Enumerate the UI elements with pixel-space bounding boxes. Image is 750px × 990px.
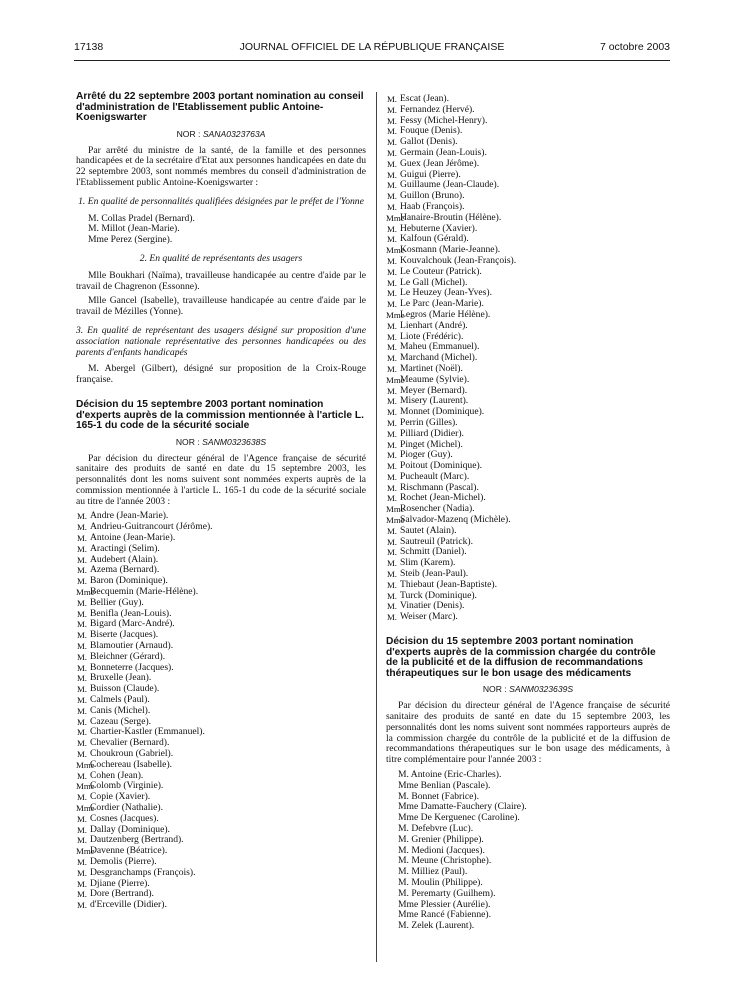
expert-name: Bonneterre (Jacques). <box>90 661 174 673</box>
expert-civility: Mme <box>76 803 95 813</box>
expert-name: Aractingi (Selim). <box>90 542 160 554</box>
decision2-title: Décision du 15 septembre 2003 portant nomination d'experts auprès de la commission chargée du contrôle de la publicité et de la diffusion de recommandations thérapeutiques sur le bon usage des médicaments <box>386 636 656 679</box>
expert-name: Sautet (Alain). <box>400 524 457 536</box>
right-column <box>386 94 670 932</box>
expert-name: Le Heuzey (Jean-Yves). <box>400 287 492 299</box>
expert-name: Marchand (Michel). <box>400 352 478 364</box>
expert-name: Buisson (Claude). <box>90 683 160 695</box>
expert-civility: M. <box>76 770 87 781</box>
expert-civility: M. <box>76 673 87 684</box>
expert-civility: M. <box>386 169 397 180</box>
expert-name: Rochet (Jean-Michel). <box>400 492 486 504</box>
expert-civility: M. <box>386 558 397 569</box>
list-item: M. Milliez (Paul). <box>398 866 468 878</box>
expert-civility: M. <box>76 619 87 630</box>
expert-civility: M. <box>76 716 87 727</box>
expert-civility: M. <box>386 104 397 115</box>
expert-civility: M. <box>386 255 397 266</box>
arrete1-section2-p2: Mlle Gancel (Isabelle), travailleuse handicapée au centre d'aide par le travail de Mézilles (Yonne). <box>76 295 366 318</box>
expert-name: Choukroun (Gabriel). <box>90 748 174 760</box>
expert-name: Rischmann (Pascal). <box>400 481 479 493</box>
expert-name: Pucheault (Marc). <box>400 470 470 482</box>
decision1-nor-label: NOR : <box>175 436 203 447</box>
expert-civility: M. <box>386 407 397 418</box>
decision1-experts-list-part2 <box>386 94 670 623</box>
expert-civility: M. <box>386 363 397 374</box>
expert-name: Weiser (Marc). <box>400 611 458 623</box>
list-item: Mme Perez (Sergine). <box>88 234 173 246</box>
expert-civility: M. <box>76 889 87 900</box>
expert-civility: M. <box>386 396 397 407</box>
expert-item <box>386 429 670 440</box>
expert-name: Hebuterne (Xavier). <box>400 222 478 234</box>
expert-civility: M. <box>386 461 397 472</box>
expert-name: Meyer (Bernard). <box>400 384 468 396</box>
expert-civility: M. <box>386 158 397 169</box>
spacer <box>386 623 670 637</box>
expert-civility: M. <box>76 533 87 544</box>
arrete1-section2-title: 2. En qualité de représentants des usagers <box>139 252 303 264</box>
expert-civility: M. <box>386 201 397 212</box>
expert-name: Steib (Jean-Paul). <box>400 568 469 580</box>
expert-civility: M. <box>386 223 397 234</box>
expert-name: Dautzenberg (Bertrand). <box>90 834 184 846</box>
expert-name: Guillon (Bruno). <box>400 190 465 202</box>
expert-item <box>76 868 366 879</box>
expert-name: Le Gall (Michel). <box>400 276 468 288</box>
expert-name: Benifla (Jean-Louis). <box>90 607 172 619</box>
expert-civility: M. <box>386 320 397 331</box>
expert-civility: M. <box>76 543 87 554</box>
expert-name: Dore (Bertrand). <box>90 888 154 900</box>
expert-name: Calmels (Paul). <box>90 694 150 706</box>
column-divider <box>376 92 377 962</box>
expert-name: Azema (Bernard). <box>90 564 160 576</box>
list-item: M. Medioni (Jacques). <box>398 844 485 856</box>
expert-item <box>386 321 670 332</box>
list-item: M. Meune (Christophe). <box>398 855 492 867</box>
expert-civility: Mme <box>386 515 405 526</box>
expert-name: Pioger (Guy). <box>400 449 453 461</box>
expert-name: Pinget (Michel). <box>400 438 463 450</box>
expert-name: Haab (François). <box>400 200 465 212</box>
expert-name: Pilliard (Didier). <box>400 427 464 439</box>
expert-civility: M. <box>386 331 397 342</box>
expert-item <box>76 814 366 825</box>
expert-civility: M. <box>386 590 397 601</box>
expert-name: Demolis (Pierre). <box>90 855 157 867</box>
decision1-nor <box>76 437 366 448</box>
arrete1-nor <box>76 129 366 140</box>
expert-name: Kouvalchouk (Jean-François). <box>400 254 517 266</box>
expert-civility: Mme <box>386 374 405 385</box>
expert-name: Chartier-Kastler (Emmanuel). <box>90 726 205 738</box>
expert-civility: M. <box>76 576 87 587</box>
expert-civility: Mme <box>386 212 405 223</box>
arrete1-section2-p1: Mlle Boukhari (Naïma), travailleuse handicapée au centre d'aide par le travail de Chagrenon (Essonne). <box>76 269 366 292</box>
expert-name: Blamoutier (Arnaud). <box>90 640 174 652</box>
expert-name: Meaume (Sylvie). <box>400 373 470 385</box>
expert-civility: M. <box>386 234 397 245</box>
expert-civility: M. <box>386 579 397 590</box>
list-item: M. Millot (Jean-Marie). <box>88 223 180 235</box>
expert-civility: M. <box>386 612 397 623</box>
expert-name: Cosnes (Jacques). <box>90 812 159 824</box>
expert-civility: M. <box>76 641 87 652</box>
expert-civility: M. <box>386 126 397 137</box>
decision2-nor <box>386 684 670 695</box>
expert-civility: M. <box>76 835 87 846</box>
expert-civility: M. <box>76 792 87 803</box>
expert-name: Maheu (Emmanuel). <box>400 341 480 353</box>
expert-civility: M. <box>386 353 397 364</box>
expert-civility: M. <box>76 824 87 835</box>
decision2-rapporteurs-list <box>398 770 670 932</box>
expert-civility: M. <box>76 554 87 565</box>
list-item: M. Defebvre (Luc). <box>398 822 474 834</box>
expert-item <box>386 267 670 278</box>
expert-name: Chevalier (Bernard). <box>90 737 170 749</box>
expert-civility: M. <box>76 565 87 576</box>
expert-name: Schmitt (Daniel). <box>400 546 467 558</box>
expert-civility: Mme <box>386 245 405 256</box>
expert-name: Desgranchamps (François). <box>90 866 196 878</box>
expert-civility: M. <box>386 547 397 558</box>
expert-civility: Mme <box>76 587 95 598</box>
expert-name: Colomb (Virginie). <box>90 780 164 792</box>
expert-civility: M. <box>386 288 397 299</box>
expert-civility: M. <box>386 137 397 148</box>
decision1-intro: Par décision du directeur général de l'Agence française de sécurité sanitaire des produits de santé en date du 15 septembre 2003, les personnalités dont les noms suivent sont nommées experts auprès de la commission mentionnée à l'article L. 165-1 du code de la sécurité sociale au titre de l'année 2003 : <box>76 452 366 507</box>
decision1-nor-code: SANM0323638S <box>202 436 267 447</box>
expert-civility: M. <box>76 522 87 533</box>
expert-name: Hanaire-Broutin (Hélène). <box>400 211 502 223</box>
expert-civility: M. <box>76 651 87 662</box>
expert-name: Baron (Dominique). <box>90 575 168 587</box>
list-item: M. Zelek (Laurent). <box>398 920 475 932</box>
expert-civility: M. <box>386 471 397 482</box>
expert-civility: M. <box>386 342 397 353</box>
expert-civility: M. <box>386 266 397 277</box>
expert-name: Guigui (Pierre). <box>400 168 461 180</box>
expert-civility: M. <box>76 662 87 673</box>
expert-item <box>386 375 670 386</box>
expert-item <box>76 900 366 911</box>
expert-name: Turck (Dominique). <box>400 589 477 601</box>
expert-name: Guillaume (Jean-Claude). <box>400 179 500 191</box>
expert-civility: M. <box>76 511 87 522</box>
expert-civility: M. <box>76 684 87 695</box>
expert-civility: M. <box>386 439 397 450</box>
expert-name: Legros (Marie Hélène). <box>400 308 491 320</box>
expert-name: Canis (Michel). <box>90 704 151 716</box>
list-item: Mme De Kerguenec (Caroline). <box>398 812 520 824</box>
list-item: M. Antoine (Eric-Charles). <box>398 769 502 780</box>
expert-name: Monnet (Dominique). <box>400 406 485 418</box>
expert-civility: M. <box>76 705 87 716</box>
expert-civility: M. <box>76 630 87 641</box>
expert-name: Antoine (Jean-Marie). <box>90 532 176 544</box>
expert-civility: M. <box>76 727 87 738</box>
expert-name: Djiane (Pierre). <box>90 877 150 889</box>
expert-name: d'Erceville (Didier). <box>90 899 167 911</box>
expert-name: Audebert (Alain). <box>90 553 159 565</box>
expert-civility: M. <box>386 191 397 202</box>
arrete1-section3-p: M. Abergel (Gilbert), désigné sur proposition de la Croix-Rouge française. <box>76 363 366 386</box>
expert-name: Gallot (Denis). <box>400 136 458 148</box>
decision2-nor-code: SANM0323639S <box>509 684 574 695</box>
expert-name: Cazeau (Serge). <box>90 715 152 727</box>
list-item: M. Grenier (Philippe). <box>398 833 484 845</box>
expert-civility: M. <box>386 147 397 158</box>
arrete1-section1-list <box>88 214 366 246</box>
arrete1-nor-code: SANA0323763A <box>202 128 266 139</box>
expert-civility: M. <box>386 180 397 191</box>
list-item: M. Moulin (Philippe). <box>398 876 483 888</box>
expert-item <box>76 760 366 771</box>
expert-civility: M. <box>386 299 397 310</box>
page-header <box>74 41 670 57</box>
list-item: Mme Plessier (Aurélie). <box>398 898 491 910</box>
expert-civility: M. <box>76 597 87 608</box>
expert-name: Germain (Jean-Louis). <box>400 146 487 158</box>
list-item: M. Collas Pradel (Bernard). <box>88 212 195 224</box>
expert-name: Bigard (Marc-André). <box>90 618 175 630</box>
expert-name: Slim (Karem). <box>400 557 456 569</box>
expert-name: Rosencher (Nadia). <box>400 503 475 515</box>
expert-civility: M. <box>386 417 397 428</box>
expert-name: Kosmann (Marie-Jeanne). <box>400 244 501 256</box>
expert-item <box>386 105 670 116</box>
expert-name: Kalfoun (Gérald). <box>400 233 469 245</box>
expert-civility: M. <box>386 525 397 536</box>
expert-civility: M. <box>386 482 397 493</box>
issue-date: 7 octobre 2003 <box>599 41 670 53</box>
expert-civility: M. <box>76 695 87 706</box>
expert-civility: M. <box>76 608 87 619</box>
expert-name: Escat (Jean). <box>400 93 450 104</box>
expert-name: Lienhart (André). <box>400 319 468 331</box>
list-item: Mme Rancé (Fabienne). <box>398 909 491 921</box>
expert-name: Le Couteur (Patrick). <box>400 265 482 277</box>
expert-civility: M. <box>386 450 397 461</box>
expert-civility: M. <box>76 856 87 867</box>
expert-name: Biserte (Jacques). <box>90 629 159 641</box>
expert-civility: M. <box>76 900 87 911</box>
expert-name: Fernandez (Hervé). <box>400 103 475 115</box>
expert-name: Poitout (Dominique). <box>400 460 483 472</box>
list-item: Mme Damatte-Fauchery (Claire). <box>398 801 527 813</box>
expert-name: Le Parc (Jean-Marie). <box>400 298 484 310</box>
decision1-experts-list-part1 <box>76 511 366 910</box>
expert-name: Dallay (Dominique). <box>90 823 170 835</box>
expert-name: Cohen (Jean). <box>90 769 144 781</box>
expert-civility: M. <box>386 601 397 612</box>
expert-name: Cochereau (Isabelle). <box>90 758 173 770</box>
expert-name: Liote (Frédéric). <box>400 330 464 342</box>
expert-civility: M. <box>386 94 397 104</box>
expert-civility: M. <box>386 569 397 580</box>
page-number: 17138 <box>74 41 104 53</box>
expert-civility: Mme <box>76 846 95 857</box>
expert-name: Thiebaut (Jean-Baptiste). <box>400 578 497 590</box>
arrete1-section1-title: 1. En qualité de personnalités qualifiées désignées par le préfet de l'Yonne <box>78 195 364 207</box>
arrete1-nor-label: NOR : <box>176 128 203 139</box>
expert-civility: M. <box>386 493 397 504</box>
expert-civility: M. <box>76 738 87 749</box>
expert-civility: M. <box>386 428 397 439</box>
arrete1-intro: Par arrêté du ministre de la santé, de la famille et des personnes handicapées et de la secrétaire d'Etat aux personnes handicapées en date du 22 septembre 2003, sont nommés membres du conseil d'administration de l'Etablissement public Antoine-Koenigswarter : <box>76 144 366 188</box>
expert-name: Fouque (Denis). <box>400 125 463 137</box>
expert-civility: M. <box>386 115 397 126</box>
expert-civility: M. <box>386 277 397 288</box>
expert-civility: M. <box>76 867 87 878</box>
expert-civility: Mme <box>76 781 95 792</box>
left-column <box>76 92 366 911</box>
expert-name: Davenne (Béatrice). <box>90 845 168 857</box>
expert-name: Andrieu-Guitrancourt (Jérôme). <box>90 521 213 533</box>
decision1-title: Décision du 15 septembre 2003 portant nomination d'experts auprès de la commission mentionnée à l'article L. 165-1 du code de la sécurité sociale <box>76 398 364 432</box>
arrete1-section3-title: 3. En qualité de représentant des usagers désigné sur proposition d'une association nationale représentative des personnes handicapées ou des parents d'enfants handicapés <box>76 324 366 358</box>
list-item: M. Bonnet (Fabrice). <box>398 790 479 802</box>
expert-name: Copie (Xavier). <box>90 791 151 803</box>
expert-name: Bleichner (Gérard). <box>90 650 166 662</box>
decision2-intro: Par décision du directeur général de l'Agence française de sécurité sanitaire des produits de santé en date du 15 septembre 2003, les personnalités dont les noms suivent sont nommées rapporteurs auprès de la commission chargée du contrôle de la publicité et de la diffusion de recommandations thérapeutiques sur le bon usage des médicaments, à titre complémentaire pour l'année 2003 : <box>386 700 670 766</box>
expert-name: Perrin (Gilles). <box>400 416 458 428</box>
expert-civility: M. <box>386 385 397 396</box>
expert-name: Fessy (Michel-Henry). <box>400 114 488 126</box>
expert-item <box>386 612 670 623</box>
journal-title: JOURNAL OFFICIEL DE LA RÉPUBLIQUE FRANÇAISE <box>239 41 505 53</box>
expert-name: Bruxelle (Jean). <box>90 672 152 684</box>
expert-item <box>386 159 670 170</box>
expert-name: Bellier (Guy). <box>90 596 144 608</box>
expert-item <box>386 213 670 224</box>
expert-civility: M. <box>386 536 397 547</box>
expert-civility: Mme <box>386 309 405 320</box>
expert-name: Vinatier (Denis). <box>400 600 465 612</box>
list-item: Mme Benlian (Pascale). <box>398 779 491 791</box>
expert-civility: M. <box>76 749 87 760</box>
list-item: M. Peremarty (Guilhem). <box>398 887 496 899</box>
expert-name: Misery (Laurent). <box>400 395 469 407</box>
header-rule <box>74 60 670 61</box>
expert-civility: Mme <box>386 504 405 515</box>
expert-name: Martinet (Noël). <box>400 362 463 374</box>
expert-name: Salvador-Mazenq (Michèle). <box>400 514 511 526</box>
arrete1-title: Arrêté du 22 septembre 2003 portant nomination au conseil d'administration de l'Etablissement public Antoine-Koenigswarter <box>76 91 364 124</box>
expert-name: Andre (Jean-Marie). <box>90 510 169 522</box>
expert-name: Guex (Jean Jérôme). <box>400 157 480 169</box>
expert-item <box>76 706 366 717</box>
expert-name: Cordier (Nathalie). <box>90 802 163 813</box>
decision2-nor-label: NOR : <box>482 684 510 695</box>
expert-civility: M. <box>76 813 87 824</box>
expert-name: Becquemin (Marie-Hélène). <box>90 586 199 598</box>
expert-civility: Mme <box>76 759 95 770</box>
expert-civility: M. <box>76 878 87 889</box>
expert-name: Sautreuil (Patrick). <box>400 535 473 547</box>
